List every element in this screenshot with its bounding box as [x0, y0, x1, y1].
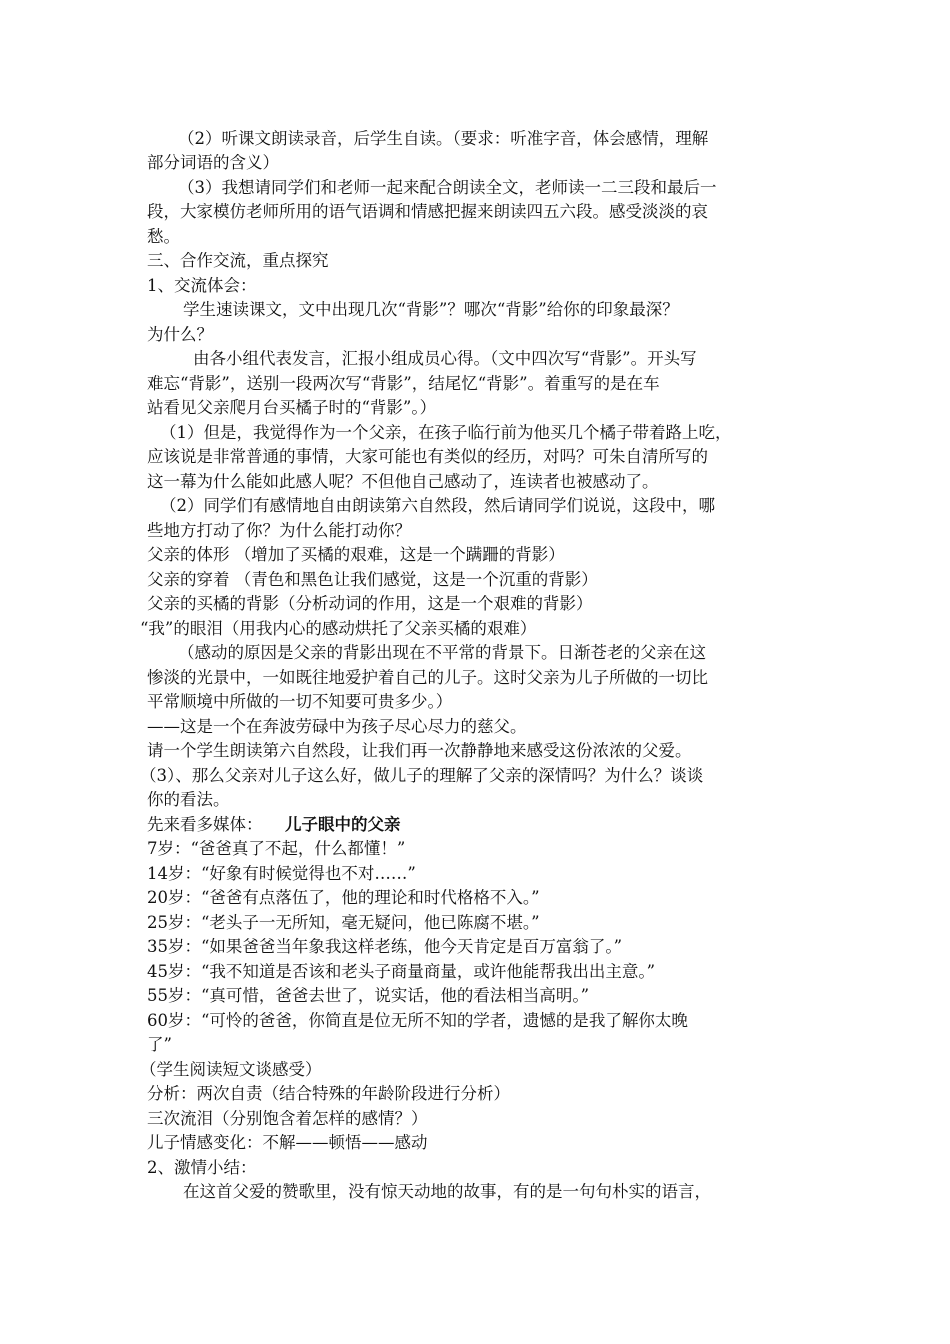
subsection-heading: 1、交流体会：	[147, 276, 257, 295]
text-line: （1）但是，我觉得作为一个父亲，在孩子临行前为他买几个橘子带着路上吃，	[160, 423, 732, 442]
section-heading: 三、合作交流，重点探究	[147, 251, 329, 270]
media-title: 儿子眼中的父亲	[285, 815, 401, 834]
text-line: ——这是一个在奔波劳碌中为孩子尽心尽力的慈父。	[147, 717, 527, 736]
text-line: 父亲的穿着 （青色和黑色让我们感觉，这是一个沉重的背影）	[147, 570, 598, 589]
text-line: 了”	[147, 1035, 172, 1054]
text-line: 部分词语的含义）	[147, 153, 279, 172]
text-line: 惨淡的光景中，一如既往地爱护着自己的儿子。这时父亲为儿子所做的一切比	[147, 668, 708, 687]
text-line: 些地方打动了你？为什么能打动你？	[147, 521, 411, 540]
text-line: （3）我想请同学们和老师一起来配合朗读全文，老师读一二三段和最后一	[178, 178, 717, 197]
text-line: 应该说是非常普通的事情，大家可能也有类似的经历，对吗？可朱自清所写的	[147, 447, 708, 466]
text-line: “我”的眼泪（用我内心的感动烘托了父亲买橘的艰难）	[140, 619, 537, 638]
text-line: 平常顺境中所做的一切不知要可贵多少。）	[147, 692, 453, 711]
text-line: 愁。	[147, 227, 180, 246]
text-line: （2）同学们有感情地自由朗读第六自然段，然后请同学们说说，这段中，哪	[160, 496, 715, 515]
text-line: 站看见父亲爬月台买橘子时的“背影”。）	[147, 398, 437, 417]
text-line: 学生速读课文，文中出现几次“背影”？哪次“背影”给你的印象最深？	[183, 300, 679, 319]
text-line: 父亲的体形 （增加了买橘的艰难，这是一个蹒跚的背影）	[147, 545, 565, 564]
text-line: 请一个学生朗读第六自然段，让我们再一次静静地来感受这份浓浓的父爱。	[147, 741, 692, 760]
text-line: 35岁：“如果爸爸当年象我这样老练，他今天肯定是百万富翁了。”	[147, 937, 623, 956]
text-line: （2）听课文朗读录音，后学生自读。（要求：听准字音，体会感情，理解	[178, 129, 709, 148]
text-line: 难忘“背影”，送别一段两次写“背影”，结尾忆“背影”。着重写的是在车	[147, 374, 660, 393]
text-line: （3）、那么父亲对儿子这么好，做儿子的理解了父亲的深情吗？为什么？谈谈	[140, 766, 704, 785]
text-line: （学生阅读短文谈感受）	[140, 1060, 322, 1079]
text-line: 你的看法。	[147, 790, 230, 809]
subsection-heading: 2、激情小结：	[147, 1158, 257, 1177]
text-line: 25岁：“老头子一无所知，毫无疑问，他已陈腐不堪。”	[147, 913, 540, 932]
text-line: 父亲的买橘的背影（分析动词的作用，这是一个艰难的背影）	[147, 594, 593, 613]
text-line: 这一幕为什么能如此感人呢？不但他自己感动了，连读者也被感动了。	[147, 472, 659, 491]
text-line: 7岁：“爸爸真了不起，什么都懂！”	[147, 839, 406, 858]
text-line: 60岁：“可怜的爸爸，你简直是位无所不知的学者，遗憾的是我了解你太晚	[147, 1011, 688, 1030]
text-line: 儿子情感变化：不解——顿悟——感动	[147, 1133, 428, 1152]
text-line: （感动的原因是父亲的背影出现在不平常的背景下。日渐苍老的父亲在这	[178, 643, 706, 662]
text-line: 20岁：“爸爸有点落伍了，他的理论和时代格格不入。”	[147, 888, 540, 907]
text-line: 55岁：“真可惜，爸爸去世了，说实话，他的看法相当高明。”	[147, 986, 590, 1005]
text-line: 段，大家模仿老师所用的语气语调和情感把握来朗读四五六段。感受淡淡的哀	[147, 202, 708, 221]
text-line: 分析：两次自责（结合特殊的年龄阶段进行分析）	[147, 1084, 510, 1103]
text-line: 为什么？	[147, 325, 213, 344]
text-line: 14岁：“好象有时候觉得也不对……”	[147, 864, 416, 883]
text-line: 三次流泪（分别饱含着怎样的感情？）	[147, 1109, 428, 1128]
text-line: 45岁：“我不知道是否该和老头子商量商量，或许他能帮我出出主意。”	[147, 962, 656, 981]
text-line: 在这首父爱的赞歌里，没有惊天动地的故事，有的是一句句朴实的语言，	[183, 1182, 711, 1201]
text-line: 先来看多媒体：	[147, 815, 263, 834]
text-line: 由各小组代表发言，汇报小组成员心得。（文中四次写“背影”。开头写	[193, 349, 697, 368]
